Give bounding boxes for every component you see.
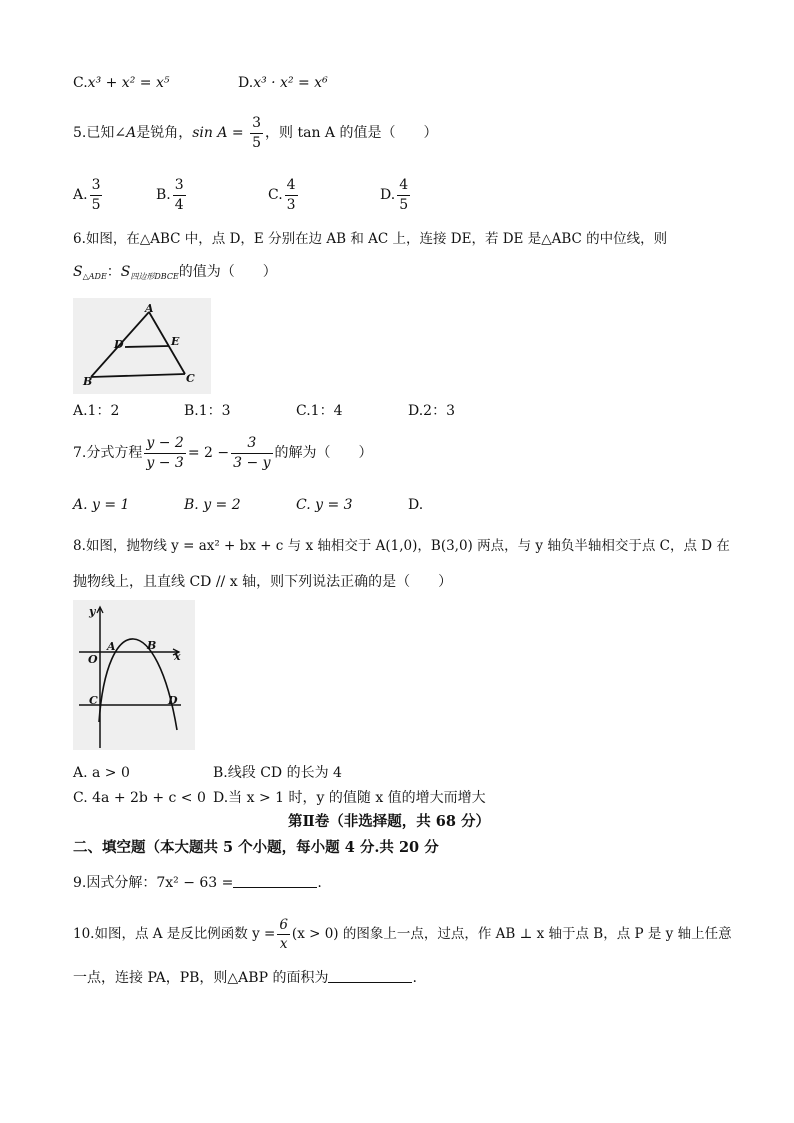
q6-option-a: A.1：2	[73, 403, 120, 419]
q6-label-b: B	[83, 375, 93, 388]
q10-stem-line2: 一点，连接 PA，PB，则△ABP 的面积为 .	[73, 970, 417, 986]
q7-option-c: C. y = 3	[296, 497, 353, 513]
q5-option-c: C. $\frac{4}{3}$	[268, 177, 296, 213]
q8-label-d: D	[168, 694, 178, 707]
q9-stem: 9.因式分解：7x² − 63 = .	[73, 875, 322, 891]
q6-label-a: A	[145, 302, 154, 315]
q6-label-c: C	[186, 372, 195, 385]
section2-title: 第Ⅱ卷（非选择题，共 68 分）	[288, 813, 490, 830]
q8-label-x: x	[174, 650, 181, 663]
q8-label-o: O	[88, 653, 98, 666]
q5-option-a: A. $\frac{3}{5}$	[73, 177, 101, 213]
q5-option-b: B. $\frac{3}{4}$	[156, 177, 184, 213]
q5-option-d: D. $\frac{4}{5}$	[380, 177, 409, 213]
q7-stem: 7.分式方程 $\frac{y - 2}{y - 3}$ = 2 − $\frac{3}{3 - y}$ 的解为（ ）	[73, 435, 373, 471]
q6-label-e: E	[171, 335, 180, 348]
q8-option-d: D.当 x > 1 时，y 的值随 x 值的增大而增大	[213, 790, 486, 806]
q8-label-y: y	[89, 605, 96, 618]
q6-stem-line2: $S_{\triangle ADE}$：$S_{四边形DBCE}$的值为（ ）	[73, 264, 277, 281]
q5-fraction: $\frac{3}{5}$	[252, 115, 262, 151]
q6-option-d: D.2：3	[408, 403, 455, 419]
q8-label-c: C	[89, 694, 98, 707]
q5-stem: 5.已知∠A是锐角，sin A = $\frac{3}{5}$ ，则 tan A 的值是（ ）	[73, 115, 438, 151]
q7-option-b: B. y = 2	[184, 497, 241, 513]
q8-label-b: B	[147, 639, 157, 652]
q6-option-c: C.1：4	[296, 403, 343, 419]
q8-option-a: A. a > 0	[73, 765, 130, 781]
q6-triangle-figure	[73, 298, 211, 394]
q6-option-b: B.1：3	[184, 403, 231, 419]
q6-label-d: D	[114, 338, 124, 351]
q8-stem-line1: 8.如图，抛物线 y = ax² + bx + c 与 x 轴相交于 A(1,0)，B(3,0) 两点，与 y 轴负半轴相交于点 C，点 D 在	[73, 538, 730, 554]
q8-stem-line2: 抛物线上，且直线 CD // x 轴，则下列说法正确的是（ ）	[73, 574, 453, 590]
q10-answer-blank[interactable]	[328, 970, 412, 983]
q4-option-c: C.x³ + x² = x⁵	[73, 75, 170, 91]
q7-option-d: D.	[408, 497, 424, 513]
q7-option-a: A. y = 1	[73, 497, 130, 513]
q8-label-a: A	[107, 640, 116, 653]
q4-option-d: D.x³ · x² = x⁶	[238, 75, 328, 91]
q8-option-b: B.线段 CD 的长为 4	[213, 765, 342, 781]
q6-stem-line1: 6.如图，在△ABC 中，点 D，E 分别在边 AB 和 AC 上，连接 DE，若 DE 是△ABC 的中位线，则	[73, 231, 668, 247]
q10-stem-line1: 10.如图，点 A 是反比例函数 y = $\frac{6}{x}$ (x > 0) 的图象上一点，过点，作 AB ⊥ x 轴于点 B，点 P 是 y 轴上任意	[73, 917, 732, 953]
q8-parabola-figure	[73, 600, 195, 750]
q8-option-c: C. 4a + 2b + c < 0	[73, 790, 206, 806]
section2-part-heading: 二、填空题（本大题共 5 个小题，每小题 4 分.共 20 分	[73, 839, 439, 856]
q9-answer-blank[interactable]	[233, 875, 317, 888]
